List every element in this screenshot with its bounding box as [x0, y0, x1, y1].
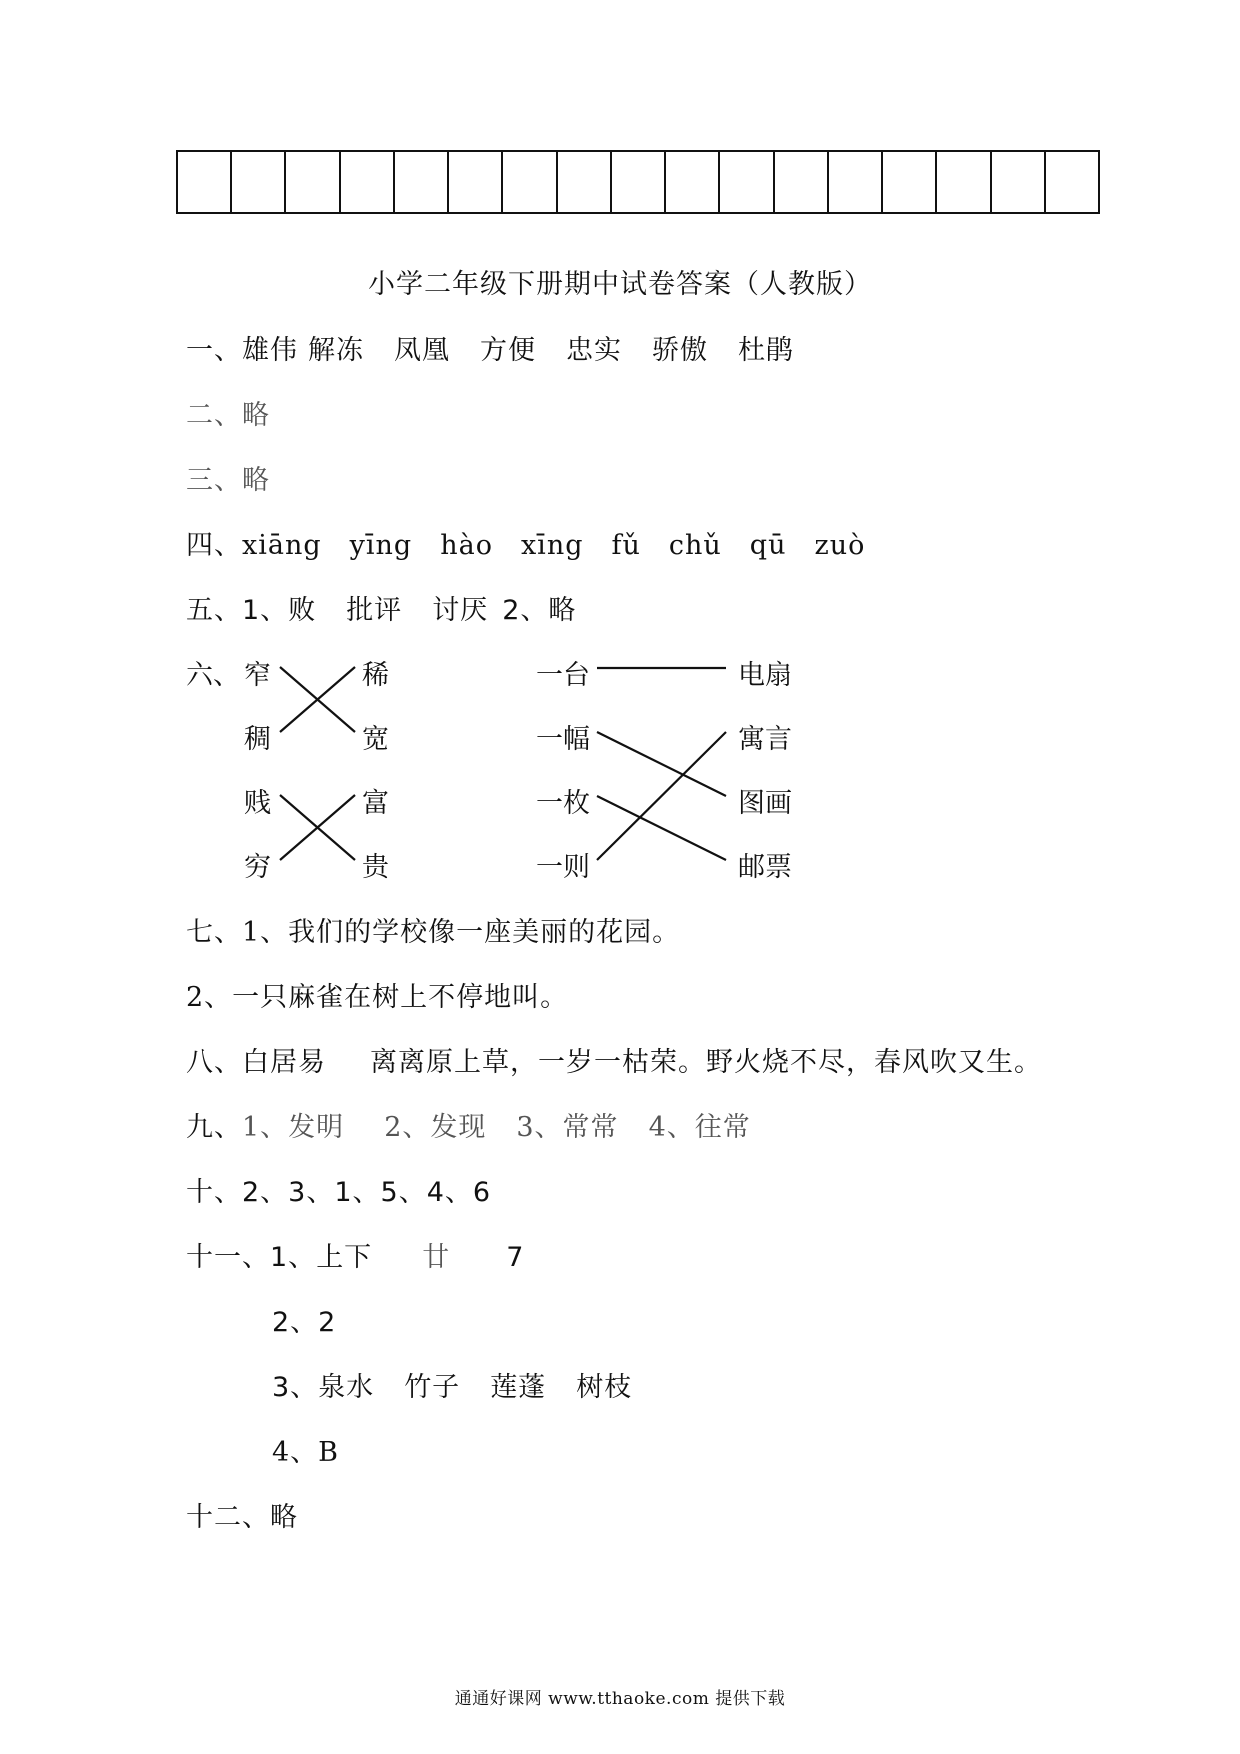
pinyin: qū	[749, 530, 787, 561]
answer-word: 2、发现	[384, 1112, 487, 1143]
antonym-left: 稠	[244, 724, 271, 755]
section-label: 六、	[186, 660, 240, 691]
section-label: 一、	[186, 335, 242, 366]
pinyin: hào	[440, 530, 493, 561]
match-line	[597, 732, 726, 860]
antonym-right: 贵	[362, 852, 389, 883]
answer-word: 泉水	[318, 1372, 375, 1403]
answer-word: 讨厌	[432, 595, 489, 626]
answer-text: 2、3、1、5、4、6	[242, 1177, 492, 1208]
grid-cell	[720, 152, 774, 212]
measure-word: 一幅	[536, 724, 590, 755]
answer-grid	[176, 150, 1100, 214]
match-line	[280, 667, 355, 732]
antonym-left: 窄	[244, 660, 271, 691]
section-label: 八、	[186, 1047, 242, 1078]
section-label: 十一、	[186, 1242, 270, 1273]
section-label: 五、	[186, 595, 242, 626]
grid-cell	[883, 152, 937, 212]
noun-word: 寓言	[738, 724, 792, 755]
grid-cell	[829, 152, 883, 212]
answer-word: 廿	[422, 1242, 451, 1273]
antonym-right: 稀	[362, 660, 389, 691]
antonym-right: 宽	[362, 724, 389, 755]
poem-author: 白居易	[242, 1047, 326, 1078]
item-number: 2、	[502, 595, 549, 626]
grid-cell	[503, 152, 557, 212]
measure-word: 一枚	[536, 788, 590, 819]
section-3	[186, 458, 270, 497]
grid-cell	[449, 152, 503, 212]
pinyin: fǔ	[611, 530, 641, 561]
answer-word: 杜鹃	[738, 335, 794, 366]
section-11	[186, 1235, 524, 1274]
noun-word: 电扇	[738, 660, 792, 691]
answer-word: 败	[288, 595, 317, 626]
pinyin: xīng	[520, 530, 584, 561]
section-label: 二、	[186, 400, 242, 431]
answer-sentence: 1、我们的学校像一座美丽的花园。	[242, 917, 681, 948]
noun-word: 邮票	[738, 852, 792, 883]
section-9	[186, 1105, 751, 1144]
section-12	[186, 1495, 298, 1534]
section-1	[186, 328, 794, 367]
pinyin: yīng	[349, 530, 413, 561]
section-label: 十二、	[186, 1502, 270, 1533]
match-line	[597, 732, 726, 796]
grid-cell	[666, 152, 720, 212]
antonym-right: 富	[362, 788, 389, 819]
answer-word: 忠实	[566, 335, 622, 366]
pinyin: zuò	[814, 530, 866, 561]
answer-word: 4、往常	[648, 1112, 751, 1143]
section-label: 三、	[186, 465, 242, 496]
match-line	[280, 795, 355, 860]
answer-word: 凤凰	[394, 335, 450, 366]
grid-cell	[992, 152, 1046, 212]
answer-word: 上下	[316, 1242, 373, 1273]
footer-credit: 通通好课网 www.tthaoke.com 提供下载	[454, 1689, 786, 1709]
answer-word: 骄傲	[652, 335, 708, 366]
measure-word: 一台	[536, 660, 590, 691]
answer-text: 略	[270, 1502, 298, 1533]
answer-word: 竹子	[404, 1372, 461, 1403]
answer-word: 3、常常	[516, 1112, 619, 1143]
section-label: 九、	[186, 1112, 242, 1143]
match-line	[280, 667, 355, 732]
answer-item	[272, 1365, 632, 1404]
noun-word: 图画	[738, 788, 792, 819]
answer-text: 略	[548, 595, 577, 626]
answer-word: 树枝	[576, 1372, 633, 1403]
pinyin: chǔ	[668, 530, 722, 561]
answer-text: 略	[242, 400, 270, 431]
section-7	[186, 910, 680, 949]
section-label: 七、	[186, 917, 242, 948]
answer-word: 批评	[346, 595, 403, 626]
answer-text: 略	[242, 465, 270, 496]
grid-cell	[395, 152, 449, 212]
grid-cell	[558, 152, 612, 212]
grid-cell	[937, 152, 991, 212]
section-label: 四、	[186, 530, 242, 561]
grid-cell	[775, 152, 829, 212]
item-number: 1、	[242, 595, 289, 626]
match-line	[597, 796, 726, 860]
section-label: 十、	[186, 1177, 242, 1208]
answer-word: 7	[506, 1242, 525, 1273]
pinyin: xiāng	[242, 530, 322, 561]
section-10	[186, 1170, 491, 1209]
answer-word: 雄伟	[242, 335, 298, 366]
grid-cell	[612, 152, 666, 212]
answer-word: 1、发明	[242, 1112, 345, 1143]
page-title: 小学二年级下册期中试卷答案（人教版）	[368, 269, 872, 300]
grid-cell	[341, 152, 395, 212]
antonym-left: 贱	[244, 788, 271, 819]
poem-text: 离离原上草，一岁一枯荣。野火烧不尽，春风吹又生。	[370, 1047, 1042, 1078]
section-2	[186, 393, 270, 432]
grid-cell	[286, 152, 340, 212]
item-number: 1、	[270, 1242, 317, 1273]
answer-word: 莲蓬	[490, 1372, 547, 1403]
section-4	[186, 523, 865, 562]
answer-item: 4、B	[272, 1437, 340, 1468]
measure-word: 一则	[536, 852, 590, 883]
grid-cell	[232, 152, 286, 212]
antonym-left: 穷	[244, 852, 271, 883]
item-number: 3、	[272, 1372, 319, 1403]
section-5	[186, 588, 576, 627]
answer-word: 解冻	[308, 335, 364, 366]
answer-sentence: 2、一只麻雀在树上不停地叫。	[186, 982, 569, 1013]
match-line	[280, 795, 355, 860]
section-8	[186, 1040, 1042, 1079]
grid-cell	[1046, 152, 1098, 212]
answer-item: 2、2	[272, 1307, 337, 1338]
grid-cell	[178, 152, 232, 212]
answer-word: 方便	[480, 335, 536, 366]
